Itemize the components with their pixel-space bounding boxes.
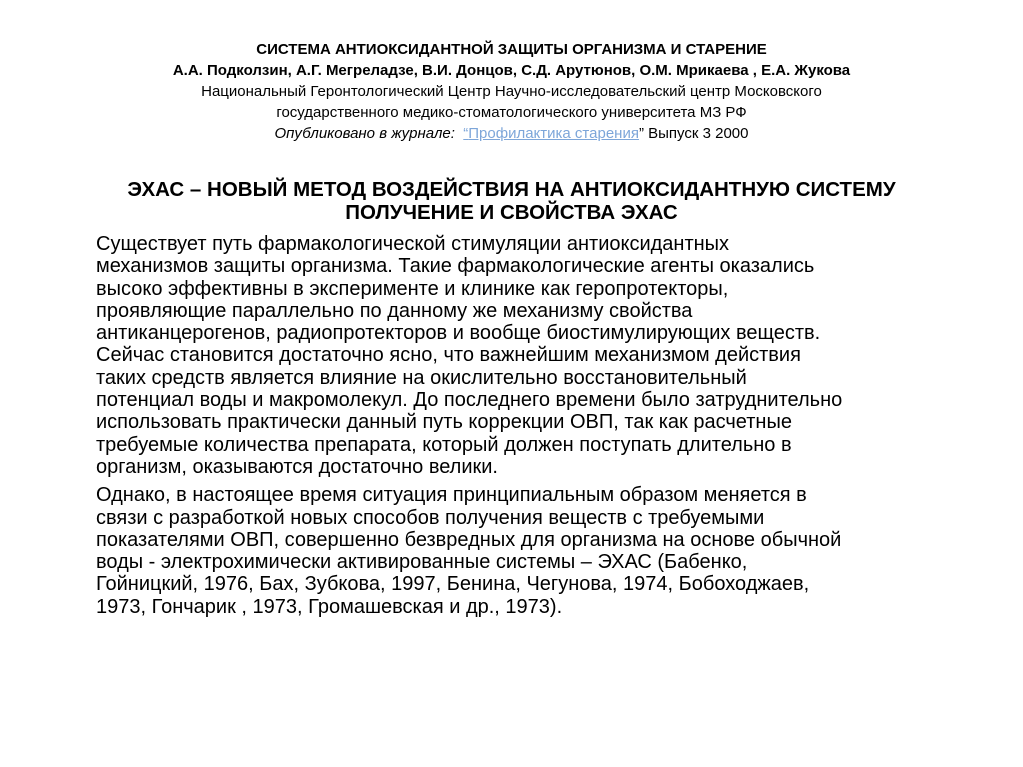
text-line: таких средств является влияние на окислительно восстановительный — [96, 366, 747, 389]
text-line: проявляющие параллельно по данному же механизму свойства — [96, 299, 693, 322]
publication-line — [0, 123, 1023, 144]
journal-label: Опубликовано в журнале: — [274, 125, 455, 142]
text-line: воды - электрохимически активированные системы – ЭХАС (Бабенко, — [96, 551, 748, 574]
document-header — [0, 39, 1023, 144]
text-line: показателями ОВП, совершенно безвредных для организма на основе обычной — [96, 528, 842, 551]
document-authors: А.А. Подколзин, А.Г. Мегреладзе, В.И. Донцов, С.Д. Арутюнов, О.М. Мрикаева , Е.А. Жукова — [172, 62, 851, 79]
text-line: связи с разработкой новых способов получения веществ с требуемыми — [96, 506, 765, 529]
text-line: требуемые количества препарата, который должен поступать длительно в — [96, 433, 792, 456]
text-line: Существует путь фармакологической стимуляции антиоксидантных — [96, 233, 730, 255]
text-line: Однако, в настоящее время ситуация принципиальным образом меняется в — [96, 484, 807, 507]
journal-link[interactable] — [463, 125, 639, 142]
text-line: 1973, Гончарик , 1973, Громашевская и др., 1973). — [96, 595, 563, 618]
body-text — [96, 233, 976, 618]
section-heading-line-2: ПОЛУЧЕНИЕ И СВОЙСТВА ЭХАС — [345, 201, 678, 224]
text-line: антиканцерогенов, радиопротекторов и вообще биостимулирующих веществ. — [96, 322, 821, 345]
text-line: Сейчас становится достаточно ясно, что важнейшим механизмом действия — [96, 344, 801, 367]
document-title: СИСТЕМА АНТИОКСИДАНТНОЙ ЗАЩИТЫ ОРГАНИЗМА И СТАРЕНИЕ — [256, 41, 767, 58]
text-line: использовать практически данный путь коррекции ОВП, так как расчетные — [96, 411, 792, 434]
journal-link-close-quote: ” — [638, 125, 644, 142]
text-line: Гойницкий, 1976, Бах, Зубкова, 1997, Бенина, Чегунова, 1974, Бобоходжаев, — [96, 573, 810, 596]
text-line: потенциал воды и макромолекул. До последнего времени было затруднительно — [96, 389, 843, 412]
affiliation-line-2: государственного медико-стоматологического университета МЗ РФ — [276, 104, 747, 121]
paragraph-1 — [96, 233, 976, 478]
journal-link-open-quote: “ — [463, 125, 469, 142]
journal-issue: Выпуск 3 2000 — [643, 125, 749, 142]
affiliation-line-1: Национальный Геронтологический Центр Научно-исследовательский центр Московского — [201, 83, 822, 100]
journal-link-text: Профилактика старения — [468, 125, 639, 142]
section-heading-line-1: ЭХАС – НОВЫЙ МЕТОД ВОЗДЕЙСТВИЯ НА АНТИОКСИДАНТНУЮ СИСТЕМУ — [127, 178, 896, 201]
text-line: организм, оказываются достаточно велики. — [96, 455, 498, 478]
section-heading — [40, 178, 983, 224]
text-line: механизмов защиты организма. Такие фармакологические агенты оказались — [96, 255, 815, 278]
text-line: высоко эффективны в эксперименте и клинике как геропротекторы, — [96, 277, 729, 300]
paragraph-2 — [96, 484, 976, 618]
